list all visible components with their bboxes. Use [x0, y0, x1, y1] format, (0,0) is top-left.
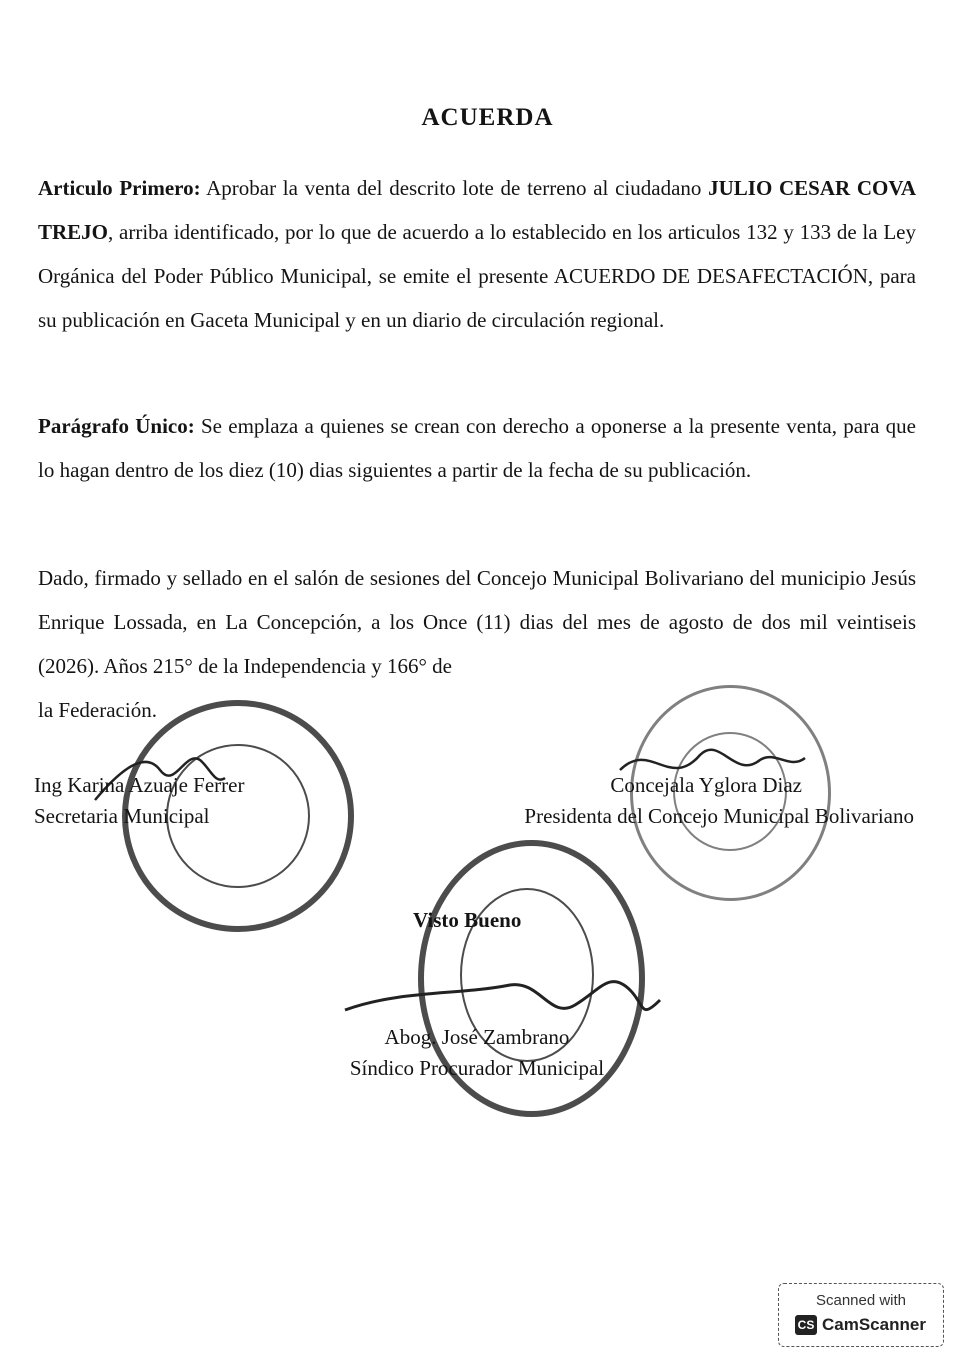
- article-name: JULIO CESAR COVA TREJO: [38, 176, 916, 244]
- sindico-name: Abog. José Zambrano: [384, 1025, 570, 1049]
- secretaria-name: Ing Karina Azuaje Ferrer: [34, 773, 245, 797]
- paragraph-label: Parágrafo Único:: [38, 414, 195, 438]
- document-title: ACUERDA: [421, 104, 554, 131]
- camscanner-icon: CS: [795, 1315, 817, 1335]
- article-text-2: , arriba identificado, por lo que de acuerdo a lo establecido en los articulos 132 y 133 de la Ley Orgánica del Poder Público Municipal, se emite el presente ACUERDO DE DESAFECTACIÓN, para su publicación en Gaceta Municipal y en un diario de circulación regional.: [38, 220, 916, 332]
- watermark-brand: CamScanner: [822, 1315, 926, 1334]
- signature-block-secretaria: [34, 770, 244, 832]
- presidenta-name: Concejala Yglora Diaz: [610, 773, 802, 797]
- sindico-role: Síndico Procurador Municipal: [349, 1056, 605, 1080]
- article-primero: [38, 166, 916, 342]
- presidenta-role: Presidenta del Concejo Municipal Bolivariano: [524, 804, 914, 828]
- camscanner-watermark: [778, 1283, 944, 1347]
- signature-block-presidenta: [430, 770, 914, 832]
- article-label: Articulo Primero:: [38, 176, 201, 200]
- visto-bueno-label: Visto Bueno: [413, 908, 522, 932]
- closing-paragraph-end: la Federación.: [38, 698, 157, 722]
- watermark-caption: Scanned with: [815, 1292, 907, 1309]
- closing-paragraph: Dado, firmado y sellado en el salón de sesiones del Concejo Municipal Bolivariano del municipio Jesús Enrique Lossada, en La Concepción, a los Once (11) dias del mes de agosto de dos mil veintiseis (2026). Años 215° de la Independencia y 166° de: [38, 566, 916, 678]
- article-text: Aprobar la venta del descrito lote de terreno al ciudadano: [200, 176, 709, 200]
- secretaria-role: Secretaria Municipal: [34, 804, 210, 828]
- signature-block-sindico: [312, 1022, 642, 1084]
- paragraph-text: Se emplaza a quienes se crean con derecho a oponerse a la presente venta, para que lo hagan dentro de los diez (10) dias siguientes a partir de la fecha de su publicación.: [38, 414, 916, 482]
- paragrafo-unico: [38, 404, 916, 492]
